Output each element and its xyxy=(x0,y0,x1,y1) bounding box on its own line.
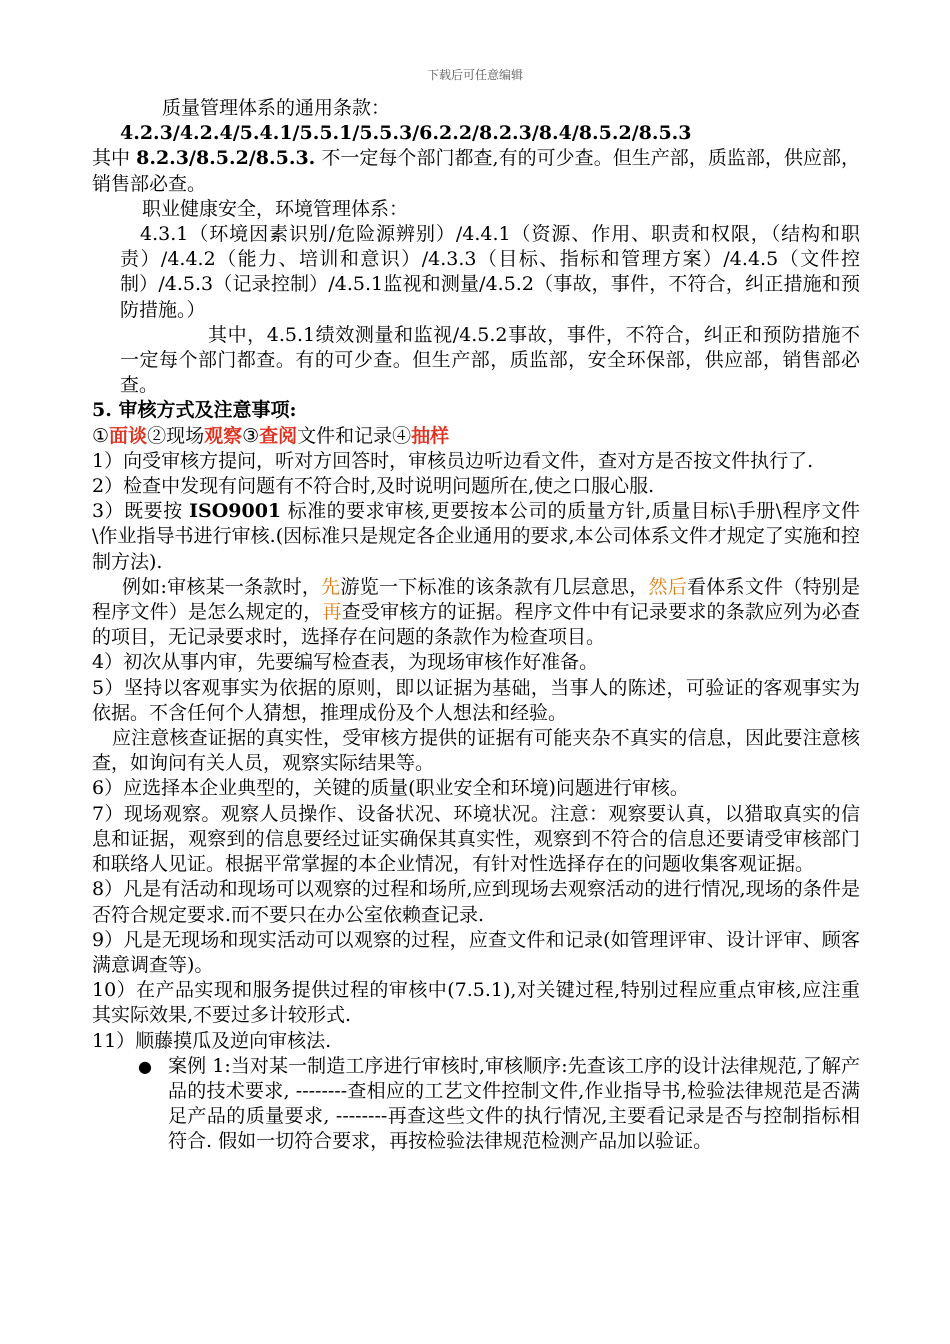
item-3-standard: ISO9001 xyxy=(189,500,282,523)
qms-note-prefix: 其中 xyxy=(92,147,137,170)
qms-note-clauses: 8.2.3/8.5.2/8.5.3. xyxy=(136,147,316,170)
method-interview: 面谈 xyxy=(109,424,148,447)
example-part-1: 例如:审核某一条款时， xyxy=(122,575,322,598)
bullet-icon: ● xyxy=(138,1056,152,1076)
method-docs: 文件和记录④ xyxy=(297,424,412,447)
example-first: 先 xyxy=(321,575,341,598)
ohs-note: 其中，4.5.1绩效测量和监视/4.5.2事故，事件，不符合，纠正和预防措施不一定每个部门都查。有的可少查。但生产部，质监部，安全环保部，供应部，销售部必查。 xyxy=(120,323,860,397)
method-sampling: 抽样 xyxy=(411,424,450,447)
method-observe: 观察 xyxy=(204,424,243,447)
audit-methods xyxy=(92,424,860,449)
qms-note-text: 不一定每个部门都查,有的可少查。但生产部，质监部，供应部，销售部必查。 xyxy=(92,147,860,195)
item-10: 10）在产品实现和服务提供过程的审核中(7.5.1),对关键过程,特别过程应重点审核,应注重其实际效果,不要过多计较形式. xyxy=(92,979,860,1027)
example-then: 然后 xyxy=(648,575,687,598)
method-onsite: ②现场 xyxy=(147,424,205,447)
item-4: 4）初次从事内审，先要编写检查表，为现场审核作好准备。 xyxy=(92,651,599,674)
page-header: 下载后可任意编辑 xyxy=(426,68,523,82)
qms-clauses: 4.2.3/4.2.4/5.4.1/5.5.1/5.5.3/6.2.2/8.2.3/8.4/8.5.2/8.5.3 xyxy=(120,122,692,145)
qms-note xyxy=(92,146,860,196)
example-part-4: 查受审核方的证据。程序文件中有记录要求的条款应列为必查的项目，无记录要求时，选择存在问题的条款作为检查项目。 xyxy=(92,601,860,649)
item-5: 5）坚持以客观事实为依据的原则，即以证据为基础，当事人的陈述，可验证的客观事实为依据。不含任何个人猜想，推理成份及个人想法和经验。 xyxy=(92,676,860,724)
method-num-3: ③ xyxy=(242,424,260,447)
example-part-2: 游览一下标准的该条款有几层意思， xyxy=(340,575,649,598)
method-num-1: ① xyxy=(92,424,110,447)
item-3-c: 标准的要求审核,更要按本公司的质量方针,质量目标\手册\程序文件\作业指导书进行审核.(因标准只是规定各企业通用的要求,本公司体系文件才规定了实施和控制方法). xyxy=(92,500,860,573)
example-part-3: 看体系文件（特别是程序文件）是怎么规定的， xyxy=(92,575,860,624)
item-3 xyxy=(92,499,860,575)
item-9: 9）凡是无现场和现实活动可以观察的过程，应查文件和记录(如管理评审、设计评审、顾客满意调查等)。 xyxy=(92,928,860,976)
item-3-a: 3）既要按 xyxy=(92,500,190,523)
item-11: 11）顺藤摸瓜及逆向审核法. xyxy=(92,1029,332,1052)
qms-title: 质量管理体系的通用条款： xyxy=(162,97,391,119)
item-8: 8）凡是有活动和现场可以观察的过程和场所,应到现场去观察活动的进行情况,现场的条件是否符合规定要求.而不要只在办公室依赖查记录. xyxy=(92,878,860,926)
section5-title: 5. 审核方式及注意事项: xyxy=(92,399,297,422)
example-again: 再 xyxy=(322,601,342,624)
ohs-clauses: 4.3.1（环境因素识别/危险源辨别）/4.4.1（资源、作用、职责和权限，（结构和职责）/4.4.2（能力、培训和意识）/4.3.3（目标、指标和管理方案）/4.4.5（文件控制）/4.5.3（记录控制）/4.5.1监视和测量/4.5.2（事故，事件，不符合，纠正措施和预防措施。） xyxy=(120,223,860,321)
item-1: 1）向受审核方提问，听对方回答时，审核员边听边看文件，查对方是否按文件执行了. xyxy=(92,449,814,472)
case-1-text: 案例 1:当对某一制造工序进行审核时,审核顺序:先查该工序的设计法律规范,了解产品的技术要求, --------查相应的工艺文件控制文件,作业指导书,检验法律规范是否满足产品的质量要求, --------再查这些文件的执行情况,主要看记录是否与控制指标相符合. 假如一切符合要求，再按检验法律规范检测产品加以验证。 xyxy=(168,1054,860,1153)
method-review: 查阅 xyxy=(259,424,298,447)
item-2: 2）检查中发现有问题有不符合时,及时说明问题所在,使之口服心服. xyxy=(92,475,655,498)
item-7: 7）现场观察。观察人员操作、设备状况、环境状况。注意：观察要认真，以猎取真实的信息和证据，观察到的信息要经过证实确保其真实性，观察到不符合的信息还要请受审核部门和联络人见证。根据平常掌握的本企业情况，有针对性选择存在的问题收集客观证据。 xyxy=(92,802,860,876)
example-paragraph xyxy=(92,575,860,651)
document-body xyxy=(92,96,860,1155)
case-1 xyxy=(138,1054,860,1155)
ohs-title: 职业健康安全，环境管理体系： xyxy=(142,197,409,220)
item-5-note: 应注意核查证据的真实性，受审核方提供的证据有可能夹杂不真实的信息，因此要注意核查，如询问有关人员，观察实际结果等。 xyxy=(92,727,860,775)
item-6: 6）应选择本企业典型的，关键的质量(职业安全和环境)问题进行审核。 xyxy=(92,777,689,800)
